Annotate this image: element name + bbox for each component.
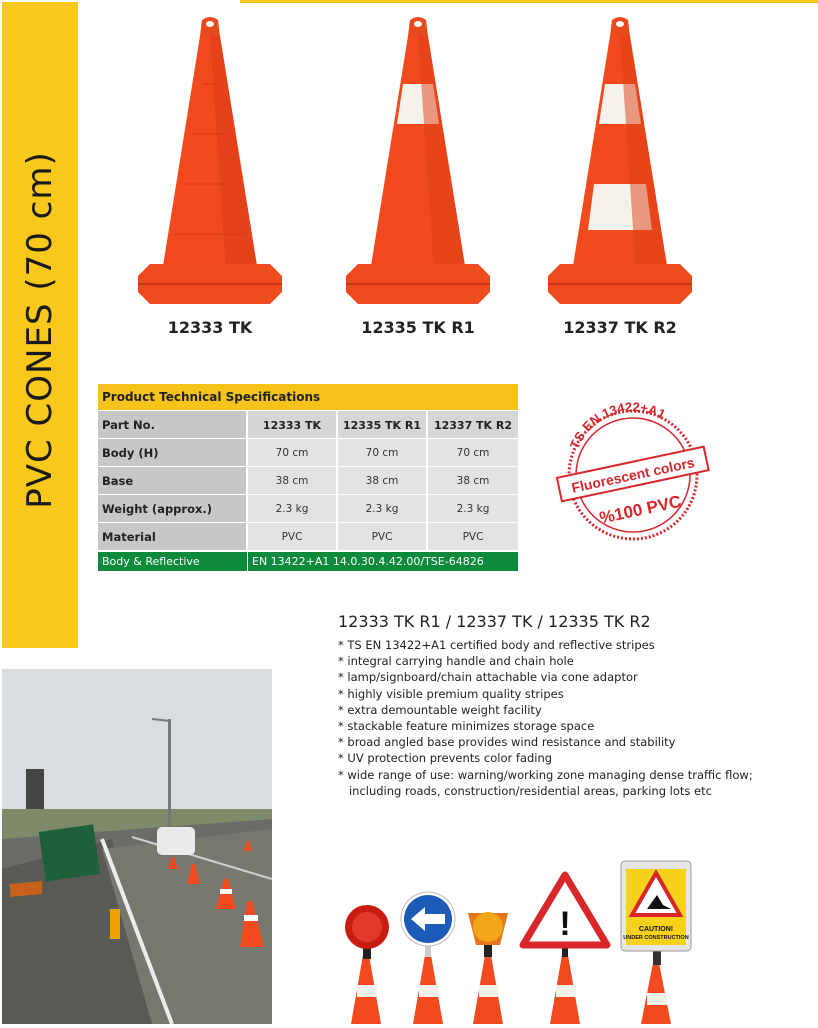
cone-12333-tk-image	[130, 14, 290, 314]
spec-value-cell: PVC	[428, 523, 518, 550]
spec-row	[98, 467, 518, 494]
cone-label: 12337 TK R2	[563, 318, 677, 337]
spec-table	[98, 384, 518, 571]
spec-header-cell: 12335 TK R1	[338, 411, 426, 438]
spec-value-cell: 38 cm	[338, 467, 426, 494]
spec-label-cell: Material	[98, 523, 246, 550]
feature-item: * wide range of use: warning/working zone managing dense traffic flow;	[338, 767, 753, 782]
stamp-top-text: TS EN 13422+A1	[566, 400, 668, 452]
spec-value-cell: 2.3 kg	[248, 495, 336, 522]
spec-value-cell: 2.3 kg	[428, 495, 518, 522]
road-usage-photo	[2, 669, 272, 1024]
spec-value-cell: 38 cm	[428, 467, 518, 494]
amber-lamp-icon	[468, 912, 508, 1024]
spec-header-row	[98, 411, 518, 438]
direction-sign-icon	[401, 892, 455, 1024]
cone-label: 12333 TK	[167, 318, 253, 337]
features-list	[338, 637, 808, 799]
spec-footer-label: Body & Reflective	[98, 552, 248, 571]
svg-text:TS EN 13422+A1	[560, 400, 673, 454]
cone-label: 12335 TK R1	[361, 318, 475, 337]
feature-item: * lamp/signboard/chain attachable via cone adaptor	[338, 670, 638, 685]
spec-value-cell: 38 cm	[248, 467, 336, 494]
spec-row	[98, 495, 518, 522]
stamp-middle-text: Fluorescent colors	[570, 454, 696, 496]
cone-accessories-image	[335, 855, 715, 1024]
spec-value-cell: 70 cm	[338, 439, 426, 466]
spec-row	[98, 523, 518, 550]
feature-item: * highly visible premium quality stripes	[338, 686, 564, 701]
spec-footer-value: EN 13422+A1 14.0.30.4.42.00/TSE-64826	[252, 555, 484, 568]
features-section	[338, 612, 808, 799]
cone-12337-tk-r2-image	[540, 14, 700, 314]
top-accent-line	[240, 0, 818, 3]
warning-triangle-sign-icon	[523, 875, 607, 1024]
spec-footer-row	[98, 552, 518, 571]
sign-construction-text: UNDER CONSTRUCTION	[623, 935, 689, 941]
spec-value-cell: 70 cm	[248, 439, 336, 466]
cone-12335-tk-r1-image	[338, 14, 498, 314]
exclamation-text: !	[559, 905, 571, 943]
spec-value-cell: PVC	[248, 523, 336, 550]
feature-item: * TS EN 13422+A1 certified body and reflective stripes	[338, 638, 655, 652]
feature-item: * stackable feature minimizes storage space	[338, 719, 595, 734]
construction-signboard-icon	[621, 861, 691, 1024]
spec-row	[98, 439, 518, 466]
sign-caution-text: CAUTION!	[638, 926, 674, 933]
stamp-bottom-text: %100 PVC	[597, 491, 684, 528]
feature-item: * integral carrying handle and chain hole	[338, 654, 574, 669]
spec-label-cell: Weight (approx.)	[98, 495, 246, 522]
spec-header-cell: Part No.	[98, 411, 246, 438]
feature-item: * extra demountable weight facility	[338, 702, 542, 717]
feature-item: * broad angled base provides wind resistance and stability	[338, 735, 676, 750]
feature-item: including roads, construction/residential areas, parking lots etc	[338, 783, 712, 798]
certification-stamp	[548, 400, 718, 550]
spec-value-cell: PVC	[338, 523, 426, 550]
spec-label-cell: Base	[98, 467, 246, 494]
spec-header-cell: 12333 TK	[248, 411, 336, 438]
page-title: PVC CONES (70 cm)	[20, 151, 60, 509]
spec-table-title: Product Technical Specifications	[98, 384, 518, 410]
spec-label-cell: Body (H)	[98, 439, 246, 466]
warning-lamp-icon	[345, 905, 389, 1024]
spec-value-cell: 70 cm	[428, 439, 518, 466]
spec-header-cell: 12337 TK R2	[428, 411, 518, 438]
spec-value-cell: 2.3 kg	[338, 495, 426, 522]
feature-item: * UV protection prevents color fading	[338, 751, 553, 766]
features-title: 12333 TK R1 / 12337 TK / 12335 TK R2	[338, 612, 651, 631]
